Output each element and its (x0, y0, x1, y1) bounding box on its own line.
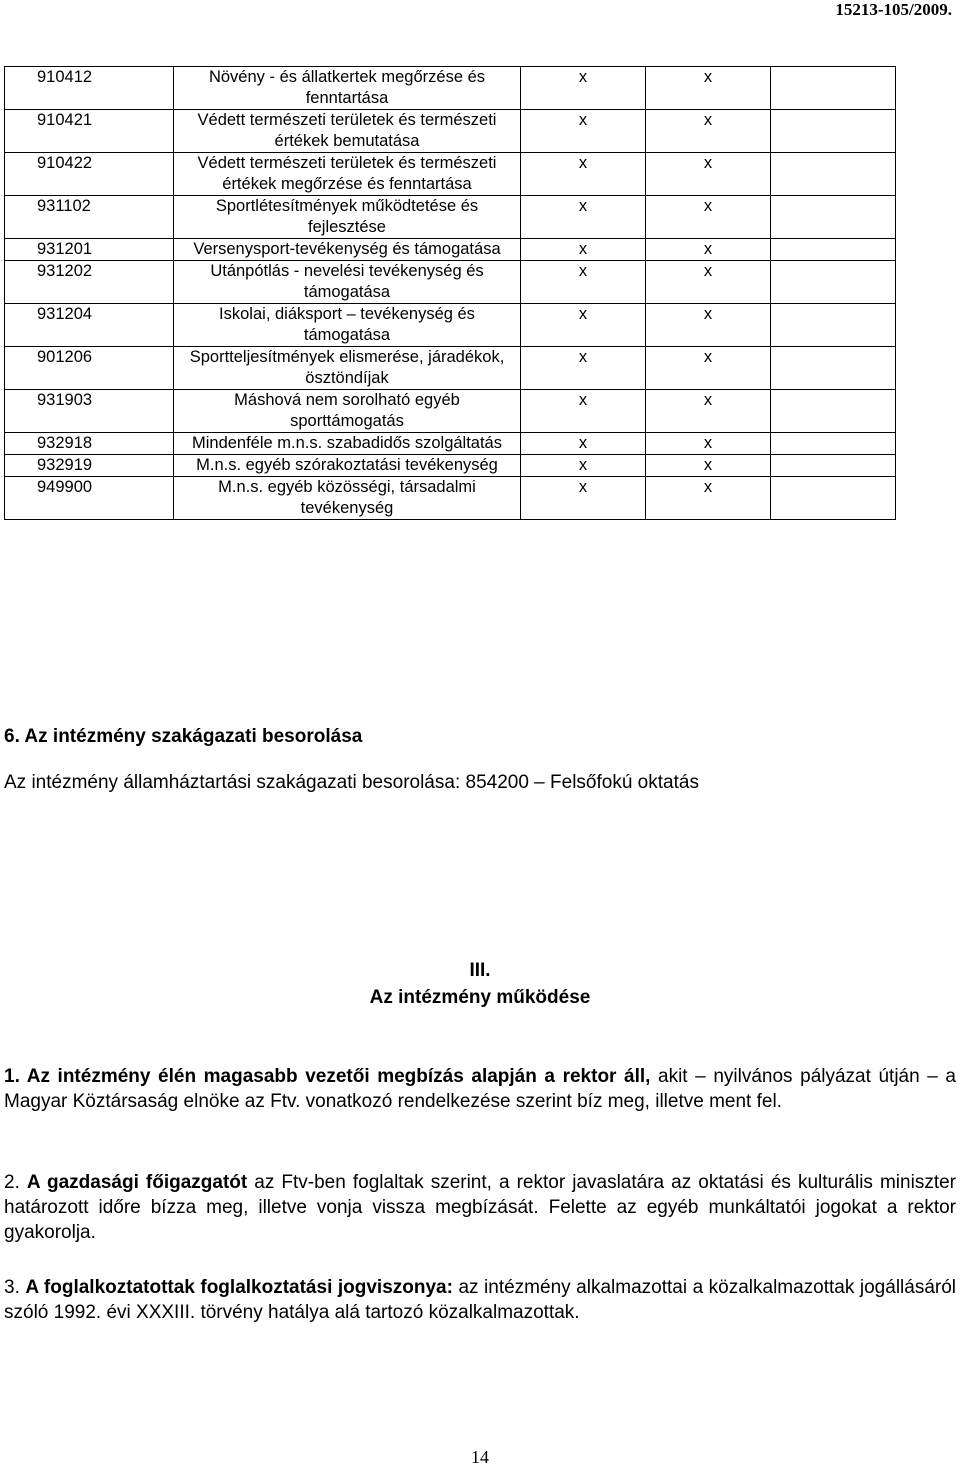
activity-description-cell: Védett természeti területek és természeti értékek megőrzése és fenntartása (174, 153, 521, 196)
empty-cell (771, 67, 896, 110)
activity-codes-table (4, 66, 896, 520)
table-row (5, 433, 896, 455)
mark-cell: x (521, 455, 646, 477)
mark-cell: x (521, 67, 646, 110)
mark-cell: x (646, 477, 771, 520)
activity-code-cell: 931204 (5, 304, 174, 347)
mark-cell: x (521, 239, 646, 261)
activity-code-cell: 931903 (5, 390, 174, 433)
empty-cell (771, 239, 896, 261)
mark-cell: x (646, 347, 771, 390)
activity-code-cell: 931201 (5, 239, 174, 261)
empty-cell (771, 304, 896, 347)
section-6-heading: 6. Az intézmény szakágazati besorolása (4, 726, 363, 747)
activity-description-cell: Iskolai, diáksport – tevékenység és támogatása (174, 304, 521, 347)
activity-description-cell: Sportteljesítmények elismerése, járadékok, ösztöndíjak (174, 347, 521, 390)
paragraph-1: 1. Az intézmény élén magasabb vezetői megbízás alapján a rektor áll, akit – nyilvános pályázat útján – a Magyar Köztársaság elnöke az Ftv. vonatkozó rendelkezése szerint bíz meg, illetve ment fel. (4, 1066, 956, 1112)
activity-description-cell: Utánpótlás - nevelési tevékenység és támogatása (174, 261, 521, 304)
paragraph-2: 2. A gazdasági főigazgatót az Ftv-ben foglaltak szerint, a rektor javaslatára az oktatási és kulturális miniszter határozott időre bízza meg, illetve vonja vissza megbízását. Felette az egyéb munkáltatói jogokat a rektor gyakorolja. (4, 1172, 956, 1243)
activity-code-cell: 931202 (5, 261, 174, 304)
mark-cell: x (646, 67, 771, 110)
empty-cell (771, 110, 896, 153)
table-row (5, 261, 896, 304)
mark-cell: x (646, 455, 771, 477)
activity-code-cell: 932919 (5, 455, 174, 477)
activity-code-cell: 910412 (5, 67, 174, 110)
table-row (5, 455, 896, 477)
empty-cell (771, 153, 896, 196)
empty-cell (771, 477, 896, 520)
mark-cell: x (521, 153, 646, 196)
activity-code-cell: 931102 (5, 196, 174, 239)
activity-code-cell: 949900 (5, 477, 174, 520)
mark-cell: x (521, 390, 646, 433)
mark-cell: x (521, 110, 646, 153)
activity-description-cell: Sportlétesítmények működtetése és fejlesztése (174, 196, 521, 239)
activity-code-cell: 910421 (5, 110, 174, 153)
mark-cell: x (521, 304, 646, 347)
activity-description-cell: Mindenféle m.n.s. szabadidős szolgáltatás (174, 433, 521, 455)
page-number: 14 (471, 1447, 489, 1467)
activity-code-cell: 932918 (5, 433, 174, 455)
mark-cell: x (521, 477, 646, 520)
activity-code-cell: 910422 (5, 153, 174, 196)
table-row (5, 390, 896, 433)
mark-cell: x (521, 196, 646, 239)
document-reference: 15213-105/2009. (835, 0, 952, 19)
empty-cell (771, 347, 896, 390)
mark-cell: x (521, 347, 646, 390)
table-row (5, 477, 896, 520)
empty-cell (771, 433, 896, 455)
table-row (5, 110, 896, 153)
mark-cell: x (646, 196, 771, 239)
mark-cell: x (646, 239, 771, 261)
empty-cell (771, 196, 896, 239)
mark-cell: x (646, 153, 771, 196)
mark-cell: x (646, 433, 771, 455)
mark-cell: x (521, 433, 646, 455)
table-row (5, 239, 896, 261)
activity-description-cell: Máshová nem sorolható egyéb sporttámogatás (174, 390, 521, 433)
table-row (5, 196, 896, 239)
mark-cell: x (646, 390, 771, 433)
table-row (5, 347, 896, 390)
empty-cell (771, 390, 896, 433)
mark-cell: x (521, 261, 646, 304)
activity-description-cell: Növény - és állatkertek megőrzése és fenntartása (174, 67, 521, 110)
mark-cell: x (646, 110, 771, 153)
mark-cell: x (646, 261, 771, 304)
activity-description-cell: M.n.s. egyéb közösségi, társadalmi tevékenység (174, 477, 521, 520)
table-row (5, 153, 896, 196)
table-row (5, 67, 896, 110)
mark-cell: x (646, 304, 771, 347)
chapter-title: Az intézmény működése (369, 987, 591, 1008)
activity-code-cell: 901206 (5, 347, 174, 390)
activity-description-cell: Védett természeti területek és természeti értékek bemutatása (174, 110, 521, 153)
empty-cell (771, 261, 896, 304)
activity-description-cell: M.n.s. egyéb szórakoztatási tevékenység (174, 455, 521, 477)
chapter-roman-numeral: III. (469, 960, 491, 981)
paragraph-3: 3. A foglalkoztatottak foglalkoztatási jogviszonya: az intézmény alkalmazottai a közalkalmazottak jogállásáról szóló 1992. évi XXXIII. törvény hatálya alá tartozó közalkalmazottak. (4, 1277, 957, 1323)
section-6-text: Az intézmény államháztartási szakágazati besorolása: 854200 – Felsőfokú oktatás (4, 772, 699, 793)
activity-description-cell: Versenysport-tevékenység és támogatása (174, 239, 521, 261)
table-row (5, 304, 896, 347)
empty-cell (771, 455, 896, 477)
